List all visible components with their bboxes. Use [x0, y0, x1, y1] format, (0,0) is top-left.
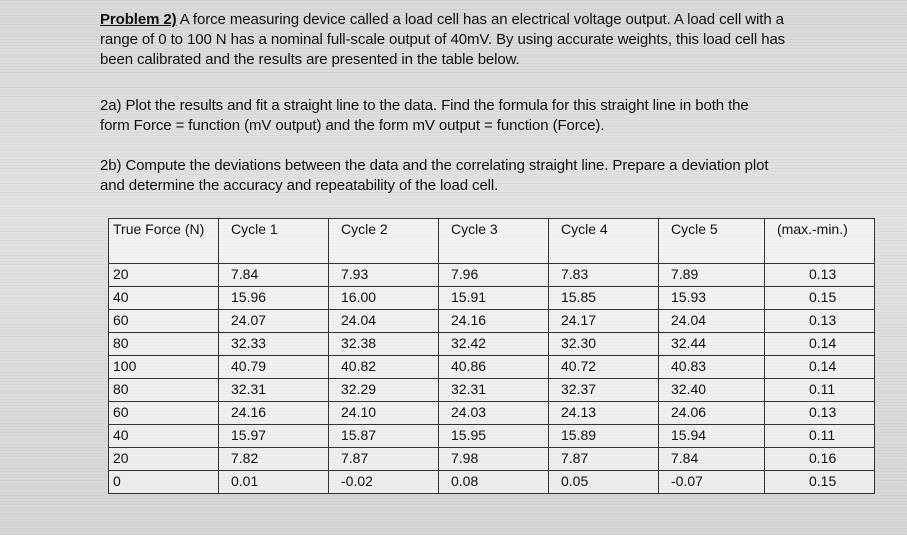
cell-cycle-3: 32.42: [439, 333, 549, 356]
calibration-table-body: [109, 219, 875, 494]
cell-cycle-2: 40.82: [329, 356, 439, 379]
cell-cycle-5: 32.40: [659, 379, 765, 402]
cell-max-min: 0.13: [765, 402, 875, 425]
cell-cycle-2: 16.00: [329, 287, 439, 310]
cell-cycle-2: 32.38: [329, 333, 439, 356]
header-cycle-2: Cycle 2: [329, 219, 439, 264]
cell-cycle-3: 0.08: [439, 471, 549, 494]
cell-cycle-1: 32.31: [219, 379, 329, 402]
cell-cycle-1: 24.16: [219, 402, 329, 425]
cell-true-force: 80: [109, 333, 219, 356]
cell-cycle-1: 15.96: [219, 287, 329, 310]
part-b-line-2: and determine the accuracy and repeatability of the load cell.: [100, 177, 499, 194]
cell-true-force: 80: [109, 379, 219, 402]
header-cycle-4: Cycle 4: [549, 219, 659, 264]
cell-cycle-1: 7.82: [219, 448, 329, 471]
table-row: [109, 333, 875, 356]
table-row: [109, 425, 875, 448]
cell-cycle-4: 24.13: [549, 402, 659, 425]
cell-max-min: 0.16: [765, 448, 875, 471]
table-row: [109, 471, 875, 494]
cell-cycle-2: -0.02: [329, 471, 439, 494]
table-row: [109, 356, 875, 379]
cell-cycle-2: 32.29: [329, 379, 439, 402]
cell-cycle-1: 7.84: [219, 264, 329, 287]
header-cycle-3: Cycle 3: [439, 219, 549, 264]
cell-cycle-5: 15.94: [659, 425, 765, 448]
cell-true-force: 20: [109, 264, 219, 287]
cell-cycle-3: 7.98: [439, 448, 549, 471]
table-row: [109, 287, 875, 310]
cell-cycle-2: 24.10: [329, 402, 439, 425]
cell-max-min: 0.14: [765, 333, 875, 356]
cell-cycle-4: 7.87: [549, 448, 659, 471]
cell-max-min: 0.13: [765, 264, 875, 287]
cell-max-min: 0.15: [765, 471, 875, 494]
cell-max-min: 0.11: [765, 425, 875, 448]
part-b-statement: [100, 156, 880, 196]
cell-cycle-5: 24.04: [659, 310, 765, 333]
cell-cycle-4: 24.17: [549, 310, 659, 333]
header-cycle-1: Cycle 1: [219, 219, 329, 264]
cell-cycle-5: 32.44: [659, 333, 765, 356]
cell-cycle-5: 40.83: [659, 356, 765, 379]
table-header-row: [109, 219, 875, 264]
table-row: [109, 310, 875, 333]
cell-cycle-1: 24.07: [219, 310, 329, 333]
cell-max-min: 0.13: [765, 310, 875, 333]
cell-cycle-2: 15.87: [329, 425, 439, 448]
cell-max-min: 0.15: [765, 287, 875, 310]
header-cycle-5: Cycle 5: [659, 219, 765, 264]
problem-label: Problem 2): [100, 11, 177, 28]
cell-cycle-4: 0.05: [549, 471, 659, 494]
cell-cycle-4: 40.72: [549, 356, 659, 379]
cell-true-force: 60: [109, 402, 219, 425]
cell-cycle-5: 7.89: [659, 264, 765, 287]
part-b-line-1: 2b) Compute the deviations between the data and the correlating straight line. Prepare a deviation plot: [100, 157, 769, 174]
cell-cycle-5: 15.93: [659, 287, 765, 310]
cell-true-force: 0: [109, 471, 219, 494]
cell-cycle-1: 15.97: [219, 425, 329, 448]
cell-true-force: 20: [109, 448, 219, 471]
cell-cycle-4: 15.85: [549, 287, 659, 310]
table-row: [109, 264, 875, 287]
header-true-force: True Force (N): [109, 219, 219, 264]
part-a-line-1: 2a) Plot the results and fit a straight line to the data. Find the formula for this straight line in both the: [100, 97, 749, 114]
cell-cycle-3: 24.03: [439, 402, 549, 425]
table-row: [109, 402, 875, 425]
table-row: [109, 448, 875, 471]
problem-line-2: range of 0 to 100 N has a nominal full-scale output of 40mV. By using accurate weights, this load cell has: [100, 31, 786, 48]
problem-statement: [100, 10, 880, 70]
cell-cycle-5: -0.07: [659, 471, 765, 494]
cell-true-force: 40: [109, 425, 219, 448]
cell-cycle-5: 7.84: [659, 448, 765, 471]
cell-true-force: 40: [109, 287, 219, 310]
table-row: [109, 379, 875, 402]
part-a-statement: [100, 96, 880, 136]
problem-line-3: been calibrated and the results are presented in the table below.: [100, 51, 520, 68]
cell-cycle-3: 15.95: [439, 425, 549, 448]
problem-line-1-text: A force measuring device called a load cell has an electrical voltage output. A load cell with a: [176, 11, 784, 28]
problem-line-1: [100, 10, 880, 30]
cell-cycle-4: 32.37: [549, 379, 659, 402]
cell-cycle-4: 15.89: [549, 425, 659, 448]
cell-max-min: 0.11: [765, 379, 875, 402]
cell-cycle-2: 7.87: [329, 448, 439, 471]
cell-cycle-3: 7.96: [439, 264, 549, 287]
cell-true-force: 60: [109, 310, 219, 333]
cell-cycle-2: 24.04: [329, 310, 439, 333]
cell-cycle-1: 0.01: [219, 471, 329, 494]
cell-max-min: 0.14: [765, 356, 875, 379]
header-max-min: (max.-min.): [765, 219, 875, 264]
cell-cycle-3: 40.86: [439, 356, 549, 379]
cell-cycle-1: 32.33: [219, 333, 329, 356]
calibration-table: [108, 218, 875, 494]
part-a-line-2: form Force = function (mV output) and the form mV output = function (Force).: [100, 117, 605, 134]
cell-cycle-5: 24.06: [659, 402, 765, 425]
cell-cycle-2: 7.93: [329, 264, 439, 287]
cell-cycle-1: 40.79: [219, 356, 329, 379]
cell-true-force: 100: [109, 356, 219, 379]
cell-cycle-3: 15.91: [439, 287, 549, 310]
calibration-table-wrapper: [108, 218, 874, 494]
cell-cycle-4: 7.83: [549, 264, 659, 287]
cell-cycle-3: 32.31: [439, 379, 549, 402]
cell-cycle-4: 32.30: [549, 333, 659, 356]
cell-cycle-3: 24.16: [439, 310, 549, 333]
